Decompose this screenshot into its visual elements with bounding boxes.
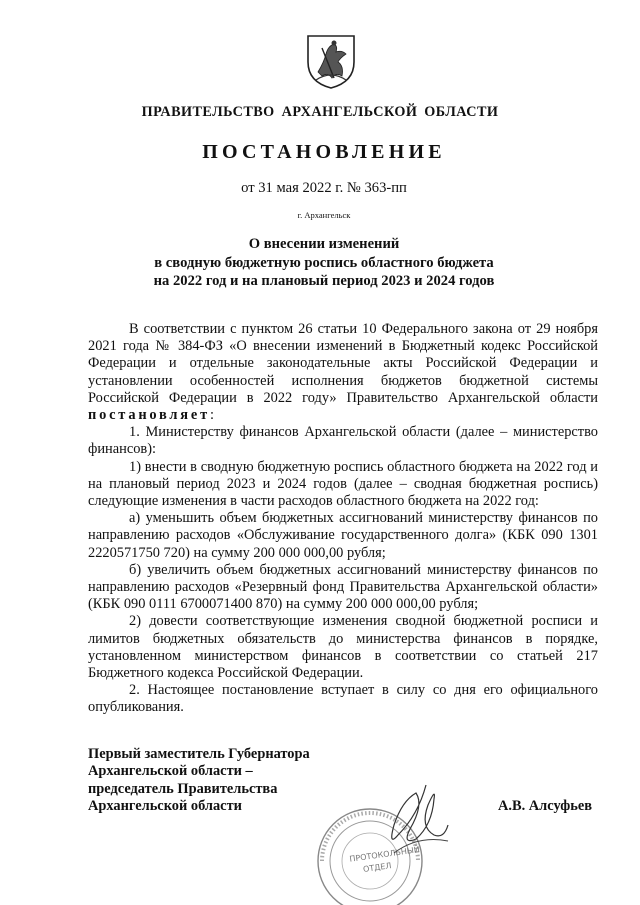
paragraph-1-1: 1) внести в сводную бюджетную роспись областного бюджета на 2022 год и на плановый период 2023 и 2024 годов (далее – сводная бюджетная роспись) следующие изменения в части расходов областного бюджета на 2022 год: bbox=[88, 458, 598, 510]
preamble-paragraph: В соответствии с пунктом 26 статьи 10 Федерального закона от 29 ноября 2021 года № 384-ФЗ «О внесении изменений в Бюджетный кодекс Российской Федерации и отдельные законодательные акты Российской Федерации и установлении особенностей исполнения бюджетов бюджетной системы Российской Федерации в 2022 году» Правительство Архангельской области постановляет: bbox=[88, 321, 598, 424]
resolves-word: постановляет bbox=[88, 407, 210, 424]
paragraph-2: 2. Настоящее постановление вступает в силу со дня его официального опубликования. bbox=[88, 682, 598, 716]
paragraph-1-2: 2) довести соответствующие изменения сводной бюджетной росписи и лимитов бюджетных обязательств до министерства финансов в порядке, установленном министерством финансов в соответствии со статьей 217 Бюджетного кодекса Российской Федерации. bbox=[88, 613, 598, 682]
signatory-name: А.В. Алсуфьев bbox=[498, 798, 593, 814]
svg-text:ОТДЕЛ: ОТДЕЛ bbox=[362, 861, 392, 874]
paragraph-1-1-a: а) уменьшить объем бюджетных ассигнований министерству финансов по направлению расходов «Обслуживание государственного долга» (КБК 090 1301 2220571750 720) на сумму 200 000 000,00 рубля; bbox=[88, 510, 598, 561]
signatory-line: председатель Правительства bbox=[88, 780, 278, 797]
date-number: от 31 мая 2022 г. № 363-пп bbox=[241, 180, 407, 196]
preamble-text: В соответствии с пунктом 26 статьи 10 Федерального закона от 29 ноября 2021 года № 384-ФЗ «О внесении изменений в Бюджетный кодекс Российской Федерации и отдельные законодательные акты Российской Федерации и установлении особенностей исполнения бюджетов бюджетной системы Российской Федерации в 2022 году» Правительство Архангельской области bbox=[88, 321, 598, 406]
signatory-line: Первый заместитель Губернатора bbox=[88, 746, 310, 762]
city-name: г. Архангельск bbox=[297, 210, 351, 220]
official-stamp-and-signature bbox=[298, 765, 468, 905]
government-name: ПРАВИТЕЛЬСТВО АРХАНГЕЛЬСКОЙ ОБЛАСТИ bbox=[141, 104, 499, 120]
title-line: на 2022 год и на плановый период 2023 и 2024 годов bbox=[153, 273, 495, 289]
title-line: в сводную бюджетную роспись областного бюджета bbox=[154, 254, 494, 271]
signatory-position bbox=[88, 746, 310, 816]
document-type: ПОСТАНОВЛЕНИЕ bbox=[202, 141, 446, 163]
paragraph-1: 1. Министерству финансов Архангельской области (далее – министерство финансов): bbox=[88, 424, 598, 458]
document-title bbox=[0, 235, 640, 291]
signatory-line: Архангельской области – bbox=[88, 763, 253, 780]
title-line: О внесении изменений bbox=[248, 236, 400, 252]
coat-of-arms-icon bbox=[304, 32, 358, 90]
paragraph-1-1-b: б) увеличить объем бюджетных ассигнований министерству финансов по направлению расходов «Резервный фонд Правительства Архангельской области» (КБК 090 0111 6700071400 870) на сумму 200 000 000,00 рубля; bbox=[88, 561, 598, 613]
svg-text:ПРОТОКОЛЬНЫЙ: ПРОТОКОЛЬНЫЙ bbox=[348, 845, 421, 864]
document-body bbox=[88, 321, 598, 717]
signatory-line: Архангельской области bbox=[88, 798, 242, 815]
